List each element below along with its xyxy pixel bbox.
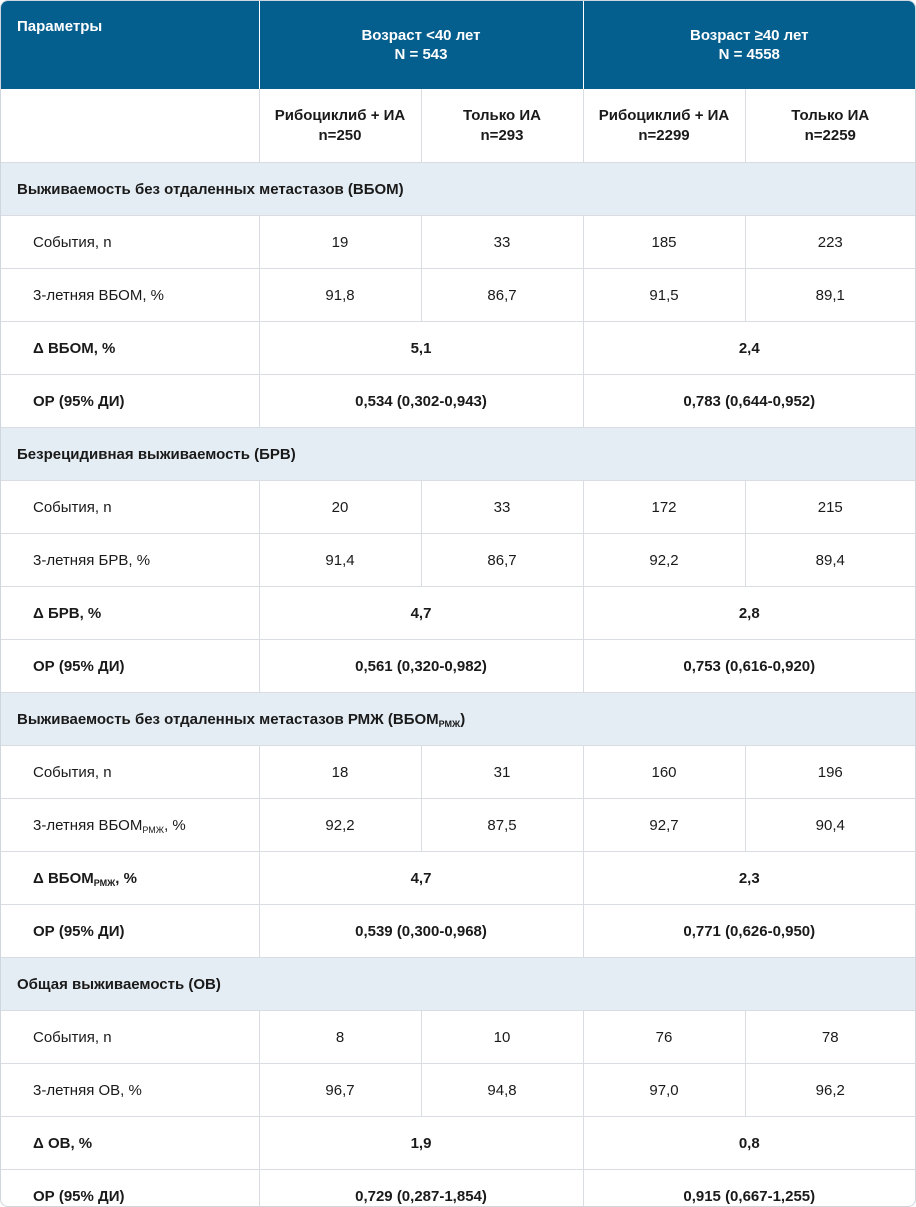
value-cell: 4,7: [259, 852, 583, 905]
value-cell: 92,2: [259, 799, 421, 852]
value-cell: 172: [583, 481, 745, 534]
arm-header-row: [1, 89, 915, 163]
label-text: Δ ВБОМ: [33, 869, 94, 887]
value-cell: 31: [421, 746, 583, 799]
value-cell: 223: [745, 216, 915, 269]
row-label: [1, 1117, 259, 1170]
value-cell: 92,7: [583, 799, 745, 852]
value-cell: 33: [421, 481, 583, 534]
value-cell: 94,8: [421, 1064, 583, 1117]
row-label: [1, 1064, 259, 1117]
row-label: [1, 322, 259, 375]
value-cell: 78: [745, 1011, 915, 1064]
rate-row: [1, 534, 915, 587]
row-label: [1, 799, 259, 852]
label-suffix: , %: [164, 816, 186, 834]
hazard-ratio-row: [1, 1170, 915, 1207]
value-cell: 20: [259, 481, 421, 534]
label-subscript: РМЖ: [142, 824, 165, 835]
value-cell: 160: [583, 746, 745, 799]
value-cell: 18: [259, 746, 421, 799]
section-title-text: Выживаемость без отдаленных метастазов РМЖ (ВБОМ: [17, 710, 439, 728]
delta-row: [1, 587, 915, 640]
section-header-row: [1, 693, 915, 746]
value-cell: 215: [745, 481, 915, 534]
group-title: Возраст ≥40 лет: [689, 27, 809, 44]
group-title: Возраст <40 лет: [361, 27, 481, 44]
rate-row: [1, 1064, 915, 1117]
value-cell: 196: [745, 746, 915, 799]
delta-row: [1, 852, 915, 905]
section-title: [1, 428, 915, 481]
arm-name: Только ИА: [791, 106, 870, 124]
arm-header: [259, 89, 421, 163]
label-subscript: РМЖ: [93, 877, 116, 888]
value-cell: 0,771 (0,626-0,950): [583, 905, 915, 958]
value-cell: 96,7: [259, 1064, 421, 1117]
value-cell: 91,5: [583, 269, 745, 322]
value-cell: 86,7: [421, 534, 583, 587]
value-cell: 89,1: [745, 269, 915, 322]
value-cell: 0,561 (0,320-0,982): [259, 640, 583, 693]
value-cell: 185: [583, 216, 745, 269]
value-cell: 5,1: [259, 322, 583, 375]
value-cell: 96,2: [745, 1064, 915, 1117]
label-text: События, n: [33, 233, 112, 251]
value-cell: 2,3: [583, 852, 915, 905]
value-cell: 91,8: [259, 269, 421, 322]
section-title-subscript: РМЖ: [438, 718, 461, 729]
section-header-row: [1, 163, 915, 216]
label-text: ОР (95% ДИ): [33, 1187, 125, 1205]
delta-row: [1, 1117, 915, 1170]
events-row: [1, 746, 915, 799]
value-cell: 2,4: [583, 322, 915, 375]
value-cell: 0,783 (0,644-0,952): [583, 375, 915, 428]
value-cell: 4,7: [259, 587, 583, 640]
row-label: [1, 1170, 259, 1207]
value-cell: 0,729 (0,287-1,854): [259, 1170, 583, 1207]
arm-header: [583, 89, 745, 163]
value-cell: 0,753 (0,616-0,920): [583, 640, 915, 693]
hazard-ratio-row: [1, 640, 915, 693]
section-title-suffix: ): [460, 710, 466, 728]
label-suffix: , %: [115, 869, 137, 887]
arm-header: [421, 89, 583, 163]
arm-n: n=2299: [638, 126, 690, 144]
results-table: [1, 1, 915, 1207]
events-row: [1, 481, 915, 534]
value-cell: 33: [421, 216, 583, 269]
header-params: Параметры: [1, 1, 259, 89]
rate-row: [1, 269, 915, 322]
row-label: [1, 587, 259, 640]
delta-row: [1, 322, 915, 375]
events-row: [1, 216, 915, 269]
group-n: N = 543: [394, 46, 448, 63]
value-cell: 8: [259, 1011, 421, 1064]
value-cell: 76: [583, 1011, 745, 1064]
label-text: Δ ВБОМ, %: [33, 339, 116, 357]
row-label: [1, 375, 259, 428]
section-title-text: Безрецидивная выживаемость (БРВ): [17, 445, 296, 463]
row-label: [1, 269, 259, 322]
value-cell: 97,0: [583, 1064, 745, 1117]
section-header-row: [1, 958, 915, 1011]
value-cell: 92,2: [583, 534, 745, 587]
row-label: [1, 905, 259, 958]
value-cell: 1,9: [259, 1117, 583, 1170]
value-cell: 0,8: [583, 1117, 915, 1170]
label-text: 3-летняя ВБОМ: [33, 816, 143, 834]
rate-row: [1, 799, 915, 852]
value-cell: 86,7: [421, 269, 583, 322]
value-cell: 87,5: [421, 799, 583, 852]
value-cell: 0,534 (0,302-0,943): [259, 375, 583, 428]
label-text: 3-летняя БРВ, %: [33, 551, 151, 569]
arm-name: Рибоциклиб + ИА: [598, 106, 730, 124]
label-text: События, n: [33, 498, 112, 516]
arm-header: [745, 89, 915, 163]
row-label: [1, 640, 259, 693]
section-title: [1, 958, 915, 1011]
value-cell: 90,4: [745, 799, 915, 852]
label-text: ОР (95% ДИ): [33, 657, 125, 675]
hazard-ratio-row: [1, 905, 915, 958]
events-row: [1, 1011, 915, 1064]
section-header-row: [1, 428, 915, 481]
label-text: 3-летняя ОВ, %: [33, 1081, 142, 1099]
arm-n: n=2259: [804, 126, 856, 144]
header-group-under-40: [259, 1, 583, 89]
value-cell: 19: [259, 216, 421, 269]
hazard-ratio-row: [1, 375, 915, 428]
header-group-40-plus: [583, 1, 915, 89]
value-cell: 89,4: [745, 534, 915, 587]
value-cell: 91,4: [259, 534, 421, 587]
table-header-row: [1, 1, 915, 89]
label-text: События, n: [33, 763, 112, 781]
label-text: 3-летняя ВБОМ, %: [33, 286, 165, 304]
label-text: ОР (95% ДИ): [33, 392, 125, 410]
label-text: Δ ОВ, %: [33, 1134, 93, 1152]
value-cell: 10: [421, 1011, 583, 1064]
arm-n: n=250: [318, 126, 362, 144]
arm-n: n=293: [480, 126, 524, 144]
row-label: [1, 746, 259, 799]
group-n: N = 4558: [718, 46, 780, 63]
value-cell: 2,8: [583, 587, 915, 640]
row-label: [1, 852, 259, 905]
row-label: [1, 216, 259, 269]
arm-name: Только ИА: [462, 106, 541, 124]
label-text: Δ БРВ, %: [33, 604, 102, 622]
value-cell: 0,915 (0,667-1,255): [583, 1170, 915, 1207]
label-text: ОР (95% ДИ): [33, 922, 125, 940]
value-cell: 0,539 (0,300-0,968): [259, 905, 583, 958]
section-title-text: Общая выживаемость (ОВ): [17, 975, 221, 993]
section-title: [1, 163, 915, 216]
row-label: [1, 534, 259, 587]
row-label: [1, 1011, 259, 1064]
section-title-text: Выживаемость без отдаленных метастазов (ВБОМ): [17, 180, 404, 198]
empty-cell: [1, 89, 259, 163]
section-title: [1, 693, 915, 746]
arm-name: Рибоциклиб + ИА: [274, 106, 406, 124]
row-label: [1, 481, 259, 534]
label-text: События, n: [33, 1028, 112, 1046]
